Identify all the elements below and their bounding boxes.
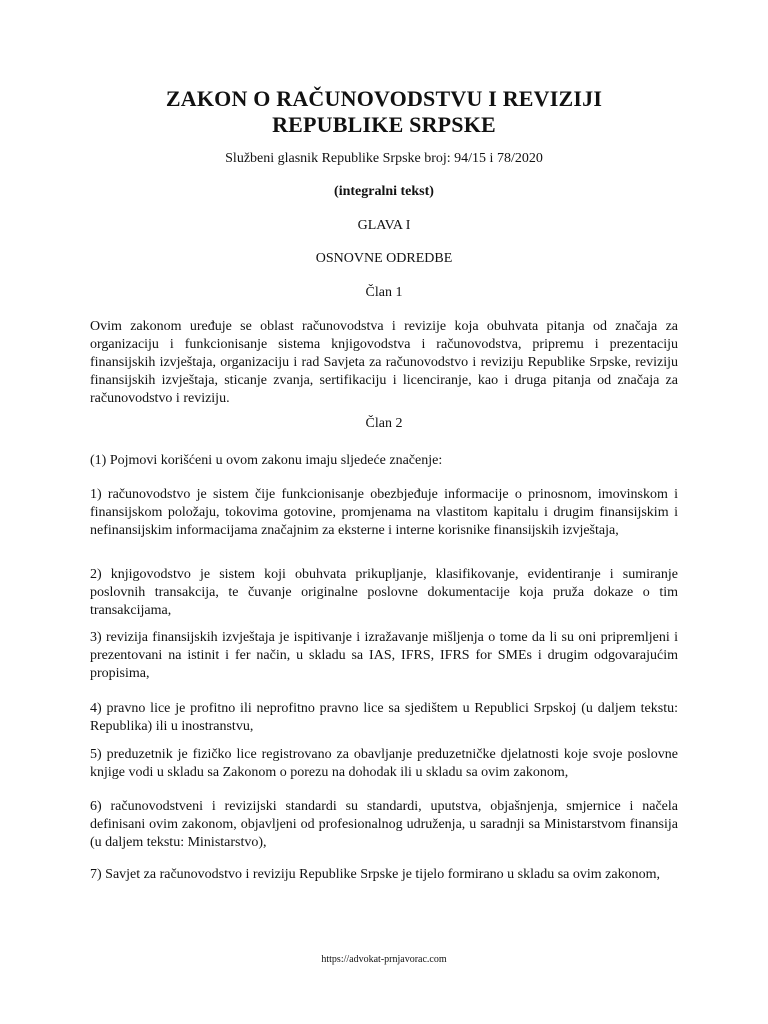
document-title-line2: REPUBLIKE SRPSKE — [272, 112, 496, 137]
article-1-text: Ovim zakonom uređuje se oblast računovodstva i revizije koja obuhvata pitanja od značaja za organizaciju i funkcionisanje sistema knjigovodstva i računovodstva, pripremu i prezentaciju finansijskih izvještaja, organizaciju i rad Savjeta za računovodstvo i reviziju Republike Srpske, reviziju finansijskih izvještaja, sticanje zvanja, sertifikaciju i licenciranje, kao i druga pitanja od značaja za računovodstvo i reviziju. — [90, 319, 678, 406]
chapter-heading: GLAVA I — [357, 218, 411, 233]
article-1-heading: Član 1 — [365, 285, 403, 300]
article-2-item-4: 4) pravno lice je profitno ili neprofitno pravno lice sa sjedištem u Republici Srpskoj (u daljem tekstu: Republika) ili u inostranstvu, — [90, 701, 678, 734]
document-title-line1: ZAKON O RAČUNOVODSTVU I REVIZIJI — [165, 86, 603, 111]
chapter-title: OSNOVNE ODREDBE — [315, 251, 453, 266]
article-2-heading: Član 2 — [365, 416, 403, 431]
article-2-item-1: 1) računovodstvo je sistem čije funkcionisanje obezbjeđuje informacije o prinosnom, imovinskom i finansijskom položaju, tokovima gotovine, promjenama na vlastitom kapitalu i drugim finansijskim i nefinansijskim informacijama značajnim za eksterne i interne korisnike finansijskih izvještaja, — [90, 487, 678, 538]
article-2-item-2: 2) knjigovodstvo je sistem koji obuhvata prikupljanje, klasifikovanje, evidentiranje i sumiranje poslovnih transakcija, te čuvanje originalne poslovne dokumentacije koja pruža dokaze o tim transakcijama, — [90, 567, 678, 618]
footer-url[interactable]: https://advokat-prnjavorac.com — [321, 954, 447, 965]
article-2-item-5: 5) preduzetnik je fizičko lice registrovano za obavljanje preduzetničke djelatnosti koje svoje poslovne knjige vodi u skladu sa Zakonom o porezu na dohodak ili u skladu sa ovim zakonom, — [90, 747, 678, 780]
article-2-intro: (1) Pojmovi korišćeni u ovom zakonu imaju sljedeće značenje: — [90, 453, 443, 468]
integral-text-label: (integralni tekst) — [334, 184, 434, 199]
gazette-reference: Službeni glasnik Republike Srpske broj: 94/15 i 78/2020 — [225, 151, 543, 166]
article-2-item-7: 7) Savjet za računovodstvo i reviziju Republike Srpske je tijelo formirano u skladu sa ovim zakonom, — [90, 867, 660, 882]
article-2-item-3: 3) revizija finansijskih izvještaja je ispitivanje i izražavanje mišljenja o tome da li su oni pripremljeni i prezentovani na istinit i fer način, u skladu sa IAS, IFRS, IFRS for SMEs i drugim odgovarajućim propisima, — [90, 630, 678, 681]
article-2-item-6: 6) računovodstveni i revizijski standardi su standardi, uputstva, objašnjenja, smjernice i načela definisani ovim zakonom, objavljeni od profesionalnog udruženja, u saradnji sa Ministarstvom finansija (u daljem tekstu: Ministarstvo), — [90, 799, 678, 850]
